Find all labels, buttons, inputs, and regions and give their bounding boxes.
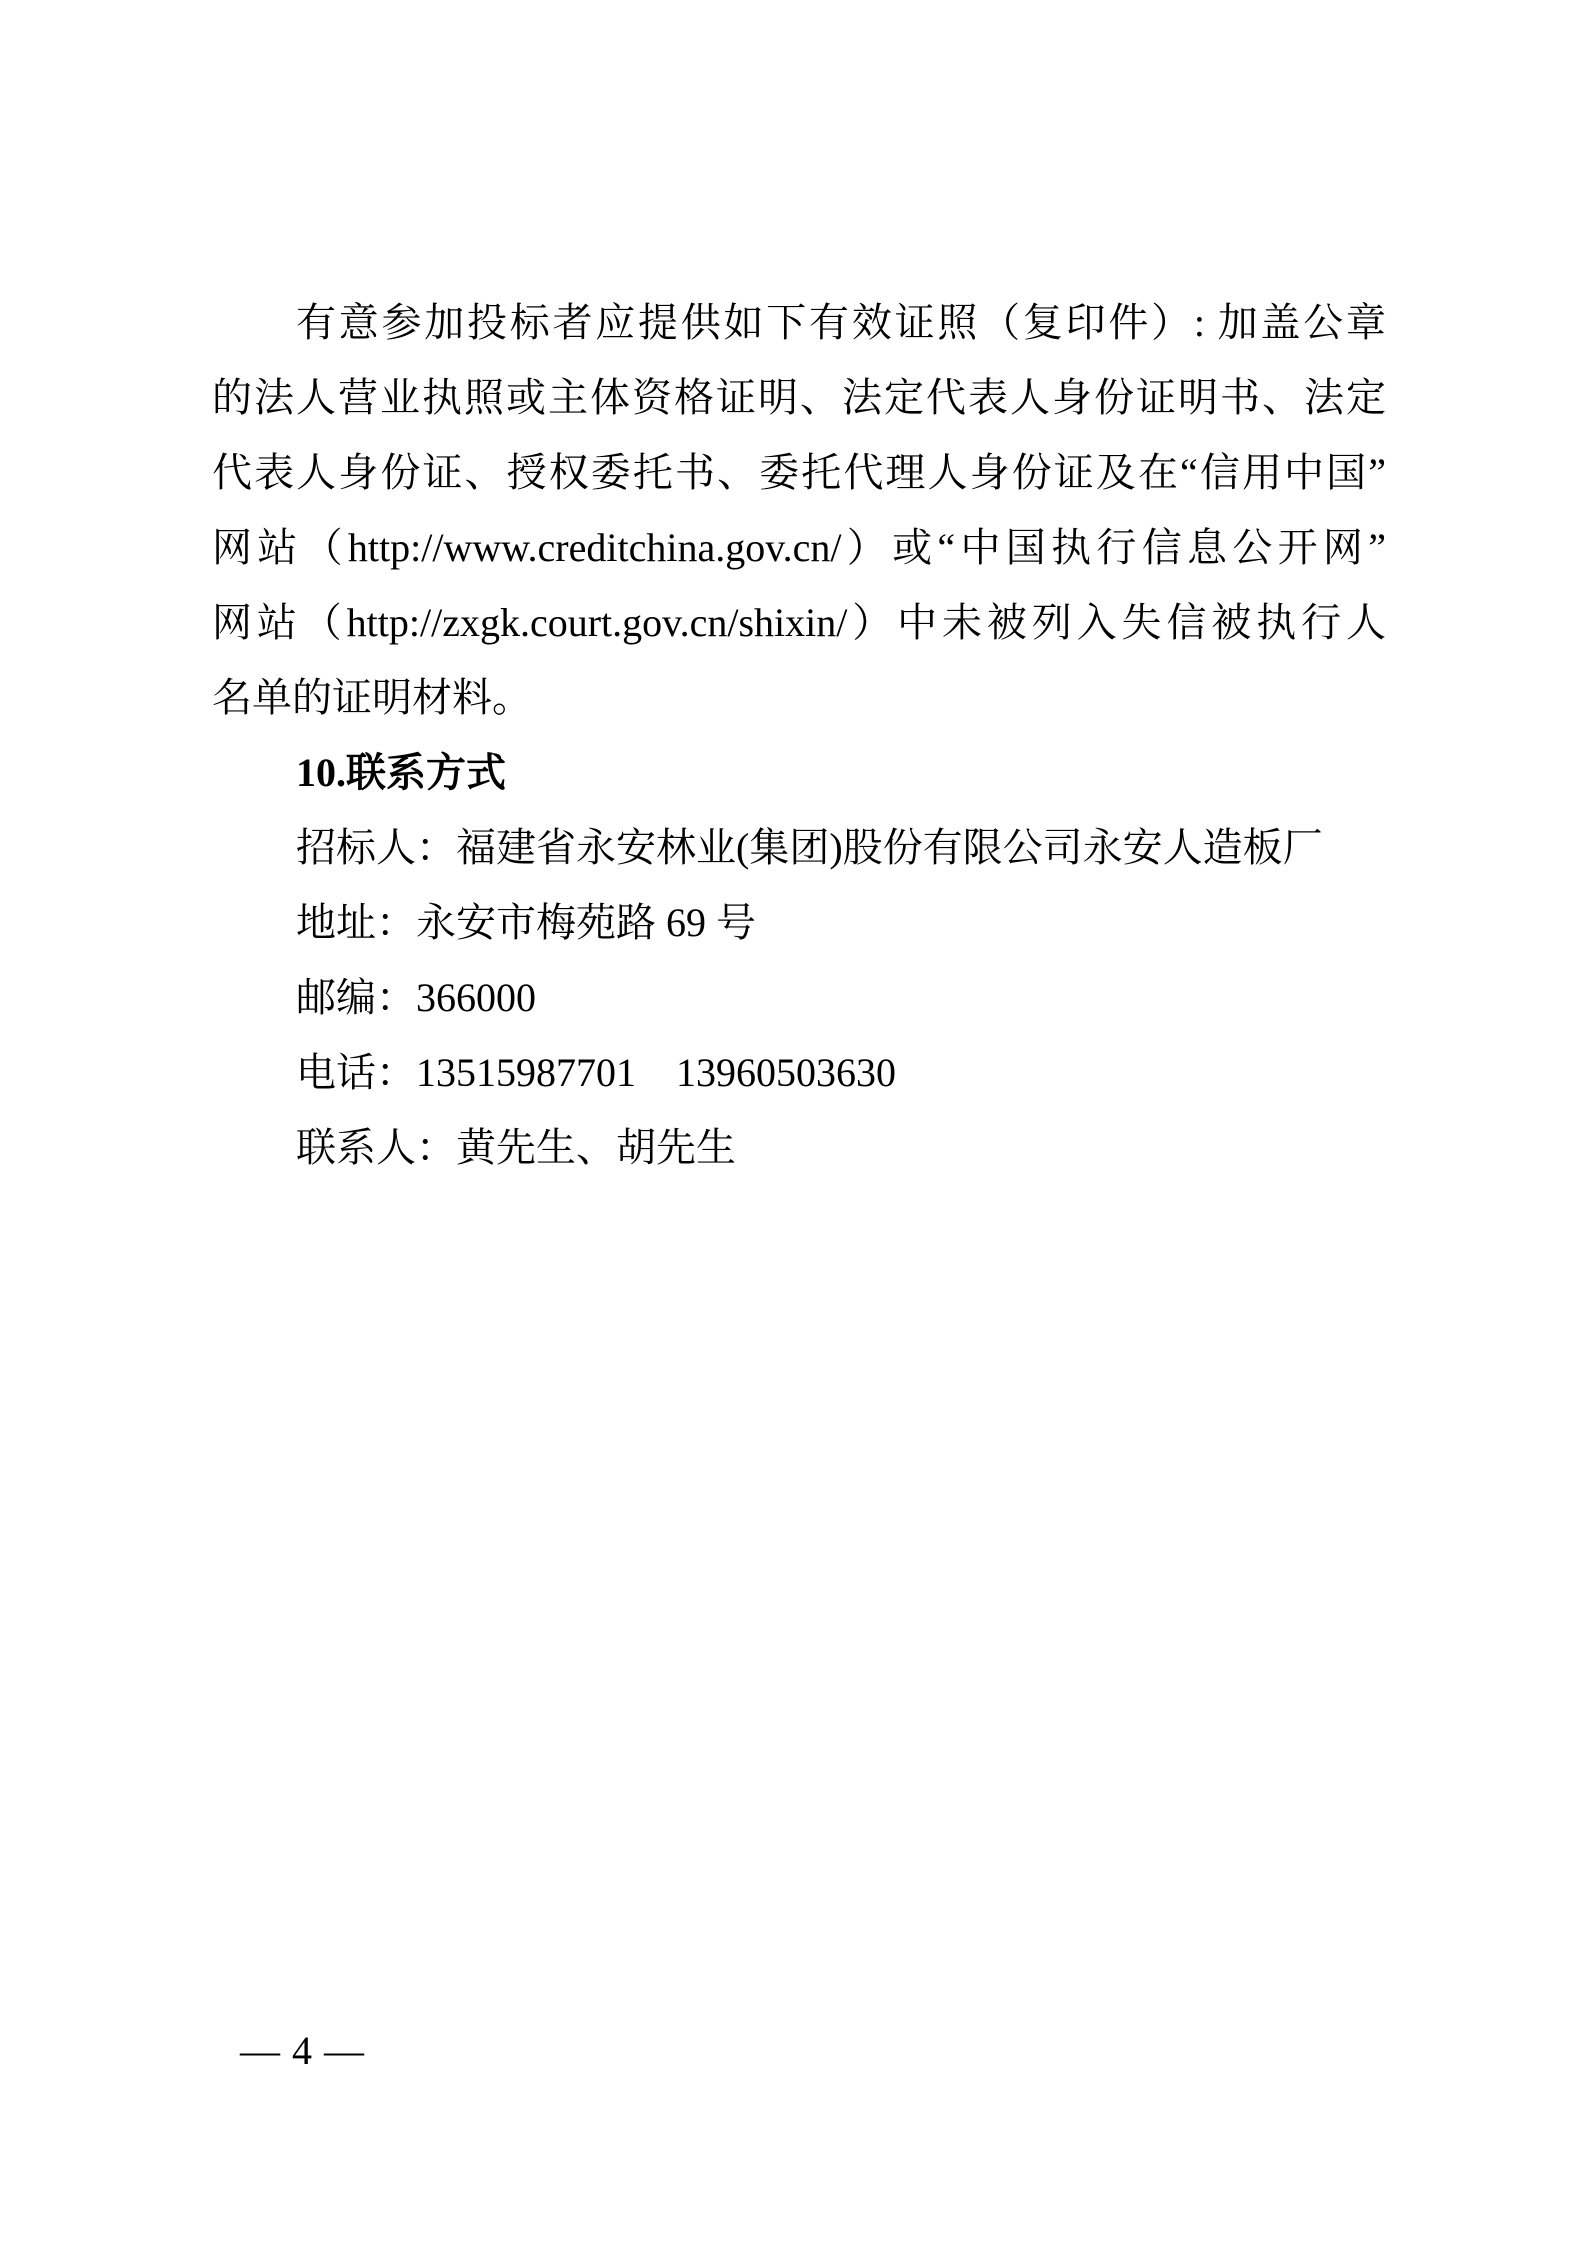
paragraph-line: 网站（http://zxgk.court.gov.cn/shixin/）中未被列入失信被执行人 <box>212 600 1386 645</box>
contact-line-contact-person: 联系人：黄先生、胡先生 <box>296 1125 736 1170</box>
document-body <box>212 285 1386 1185</box>
paragraph-line: 有意参加投标者应提供如下有效证照（复印件）: 加盖公章 <box>296 300 1386 345</box>
contact-line-postcode: 邮编：366000 <box>296 975 536 1020</box>
contact-line-tenderer: 招标人：福建省永安林业(集团)股份有限公司永安人造板厂 <box>296 825 1323 870</box>
paragraph-line: 代表人身份证、授权委托书、委托代理人身份证及在“信用中国” <box>212 450 1386 495</box>
page-number: — 4 — <box>240 2028 365 2073</box>
paragraph-line: 网站（http://www.creditchina.gov.cn/）或“中国执行信息公开网” <box>212 525 1386 570</box>
contact-line-phone: 电话：13515987701 13960503630 <box>296 1050 896 1095</box>
paragraph-line: 的法人营业执照或主体资格证明、法定代表人身份证明书、法定 <box>212 375 1386 420</box>
paragraph-line: 名单的证明材料。 <box>212 675 532 720</box>
contact-line-address: 地址：永安市梅苑路 69 号 <box>296 900 756 945</box>
section-heading-contact-info: 10.联系方式 <box>296 750 506 795</box>
